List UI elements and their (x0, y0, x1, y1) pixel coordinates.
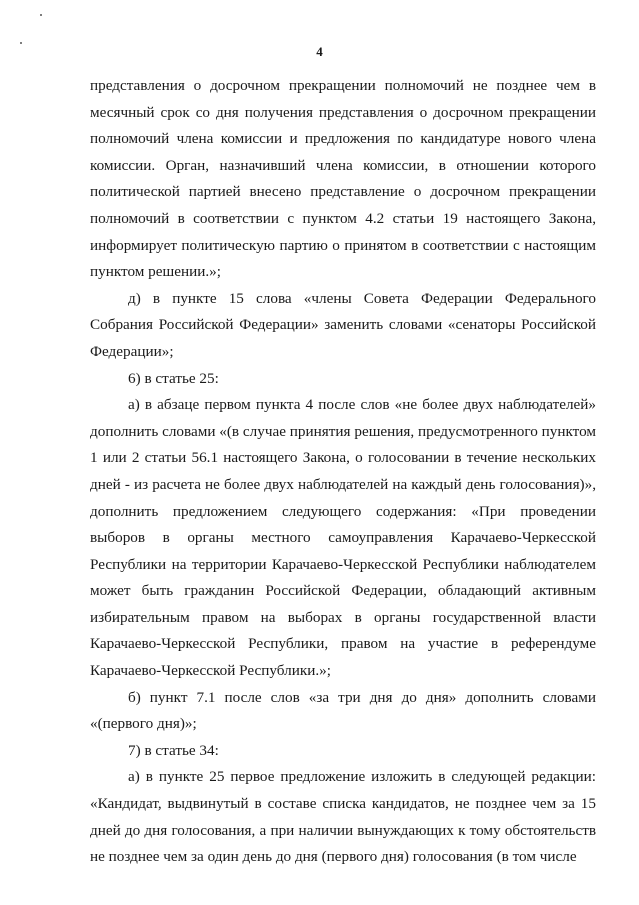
paragraph-3: 6) в статье 25: (128, 369, 219, 387)
paragraph-6: 7) в статье 34: (128, 741, 219, 759)
paragraph-1: представления о досрочном прекращении полномочий не позднее чем в месячный срок со дня получения представления о досрочном прекращении полномочий члена комиссии и предложения по кандидатуре нового члена комиссии. Орган, назначивший члена комиссии, в отношении которого политической партией внесено представление о досрочном прекращении полномочий в соответствии с пунктом 4.2 статьи 19 настоящего Закона, информирует политическую партию о принятом в соответствии с настоящим пунктом решении.»; (90, 77, 596, 281)
scan-speck (40, 14, 42, 16)
body-text (90, 73, 596, 871)
paragraph-7: а) в пункте 25 первое предложение изложить в следующей редакции: «Кандидат, выдвинутый в составе списка кандидатов, не позднее чем за 15 дней до дня голосования, а при наличии вынуждающих к тому обстоятельств не позднее чем за один день до дня (первого дня) голосования (в том числе (90, 768, 596, 866)
page-number: 4 (316, 44, 323, 59)
paragraph-2: д) в пункте 15 слова «члены Совета Федерации Федерального Собрания Российской Федерации» заменить словами «сенаторы Российской Федерации»; (90, 289, 596, 360)
paragraph-5: б) пункт 7.1 после слов «за три дня до дня» дополнить словами «(первого дня)»; (90, 688, 596, 733)
paragraph-4: а) в абзаце первом пункта 4 после слов «не более двух наблюдателей» дополнить словами «(в случае принятия решения, предусмотренного пунктом 1 или 2 статьи 56.1 настоящего Закона, о голосовании в течение нескольких дней - из расчета не более двух наблюдателей на каждый день голосования)», дополнить предложением следующего содержания: «При проведении выборов в органы местного самоуправления Карачаево-Черкесской Республики на территории Карачаево-Черкесской Республики наблюдателем может быть гражданин Российской Федерации, обладающий активным избирательным правом на выборах в органы государственной власти Карачаево-Черкесской Республики, правом на участие в референдуме Карачаево-Черкесской Республики.»; (90, 396, 596, 680)
